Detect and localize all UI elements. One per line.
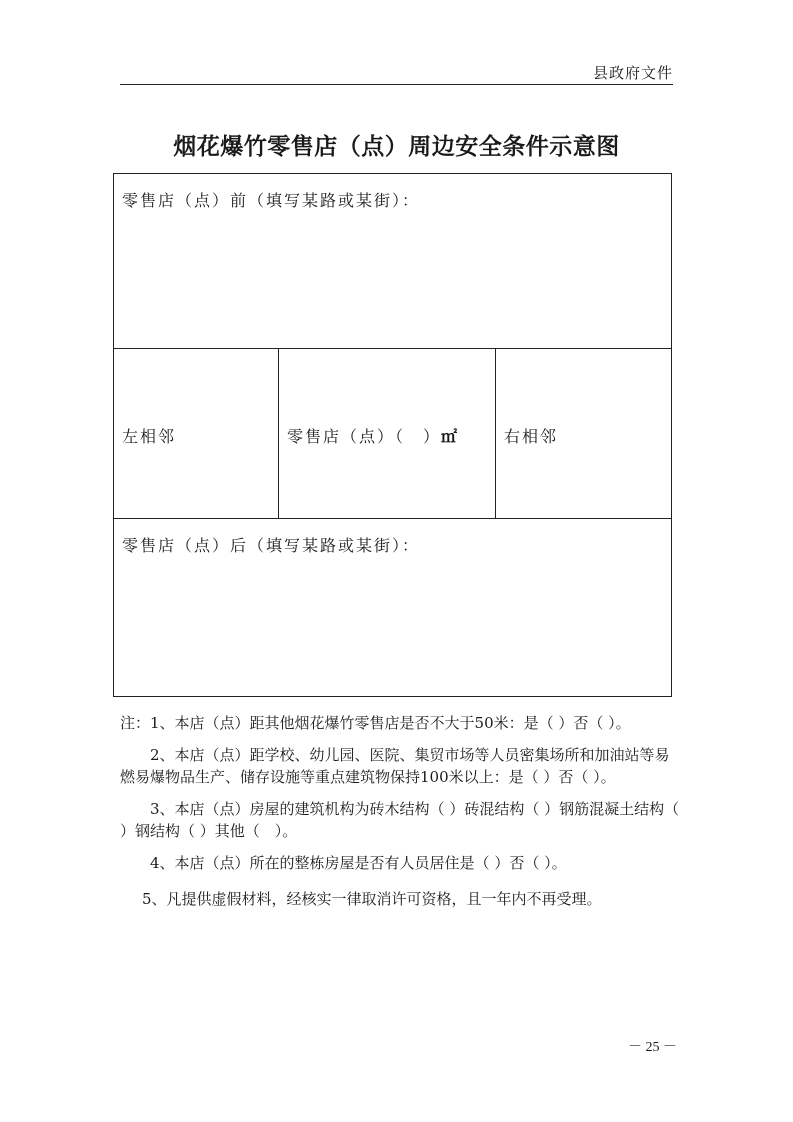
note-4: 4、本店（点）所在的整栋房屋是否有人员居住是（ ）否（ ）。 — [150, 854, 567, 872]
notes-section — [120, 712, 680, 920]
left-neighbor-label: 左相邻 — [122, 427, 177, 446]
right-neighbor-label: 右相邻 — [504, 427, 559, 446]
page-number: － 25 － — [628, 1040, 677, 1055]
store-area-cell — [279, 349, 496, 518]
right-neighbor-cell — [496, 349, 671, 518]
back-label: 零售店（点）后（填写某路或某街）： — [122, 536, 421, 555]
store-area-label — [287, 424, 457, 447]
header-label: 县政府文件 — [592, 64, 673, 82]
note-1: 注：1、本店（点）距其他烟花爆竹零售店是否不大于50米：是（ ）否（ ）。 — [120, 714, 631, 732]
front-label: 零售店（点）前（填写某路或某街）： — [122, 191, 421, 210]
back-cell — [114, 519, 671, 696]
front-cell — [114, 174, 671, 349]
header-rule — [120, 84, 673, 85]
middle-row — [114, 349, 671, 519]
area-unit: ㎡ — [441, 429, 458, 446]
store-area-text: 零售店（点）（ ） — [287, 427, 442, 446]
left-neighbor-cell — [114, 349, 279, 518]
note-5: 5、凡提供虚假材料，经核实一律取消许可资格，且一年内不再受理。 — [142, 890, 602, 908]
safety-diagram-table — [113, 173, 672, 697]
document-title: 烟花爆竹零售店（点）周边安全条件示意图 — [173, 133, 620, 160]
note-3: 3、本店（点）房屋的建筑机构为砖木结构（ ）砖混结构（ ）钢筋混凝土结构（ ）钢结构（ ）其他（ ）。 — [120, 800, 680, 840]
note-2: 2、本店（点）距学校、幼儿园、医院、集贸市场等人员密集场所和加油站等易燃易爆物品生产、储存设施等重点建筑物保持100米以上：是（ ）否（ ）。 — [120, 746, 670, 786]
